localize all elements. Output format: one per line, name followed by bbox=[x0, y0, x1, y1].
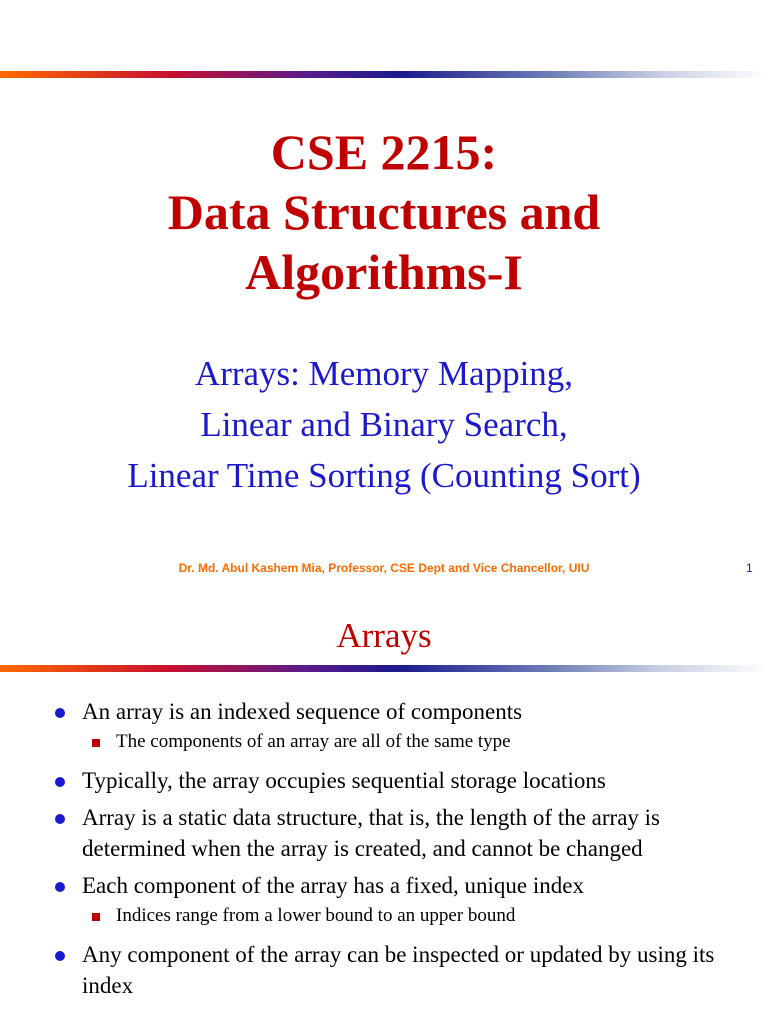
sub-bullet-item bbox=[0, 903, 768, 929]
bullet-item bbox=[0, 696, 768, 727]
title-line: Data Structures and bbox=[167, 184, 601, 240]
page-number: 1 bbox=[746, 561, 753, 575]
slide2-gradient-divider bbox=[0, 665, 768, 672]
bullet-item bbox=[0, 939, 768, 1001]
bullet-text: Each component of the array has a fixed, unique index bbox=[82, 873, 584, 898]
bullet-list bbox=[0, 696, 768, 1007]
bullet-text: Array is a static data structure, that is, the length of the array is determined when the array is created, and cannot be changed bbox=[82, 805, 660, 861]
slide-footer: Dr. Md. Abul Kashem Mia, Professor, CSE Dept and Vice Chancellor, UIU bbox=[178, 561, 590, 575]
bullet-text: Typically, the array occupies sequential storage locations bbox=[82, 768, 606, 793]
bullet-dot-icon bbox=[55, 882, 65, 892]
bullet-text: Any component of the array can be inspected or updated by using its index bbox=[82, 942, 715, 998]
slide-subtitle bbox=[0, 348, 768, 501]
sub-bullet-text: Indices range from a lower bound to an upper bound bbox=[116, 905, 516, 926]
title-line: CSE 2215: bbox=[270, 124, 498, 180]
bullet-item bbox=[0, 765, 768, 796]
bullet-item bbox=[0, 802, 768, 864]
sub-bullet-text: The components of an array are all of the same type bbox=[116, 731, 511, 752]
subtitle-line: Linear and Binary Search, bbox=[200, 405, 568, 444]
sub-bullet-item bbox=[0, 729, 768, 755]
slide-title bbox=[0, 122, 768, 302]
bullet-text: An array is an indexed sequence of components bbox=[82, 699, 523, 724]
bullet-dot-icon bbox=[55, 951, 65, 961]
bullet-dot-icon bbox=[55, 814, 65, 824]
subtitle-line: Arrays: Memory Mapping, bbox=[194, 354, 574, 393]
slide2-title: Arrays bbox=[336, 616, 432, 655]
bullet-dot-icon bbox=[55, 777, 65, 787]
bullet-dot-icon bbox=[55, 708, 65, 718]
title-line: Algorithms-I bbox=[245, 244, 523, 300]
bullet-item bbox=[0, 870, 768, 901]
subtitle-line: Linear Time Sorting (Counting Sort) bbox=[127, 456, 641, 495]
sub-bullet-square-icon bbox=[92, 913, 100, 921]
sub-bullet-square-icon bbox=[92, 739, 100, 747]
top-gradient-divider bbox=[0, 71, 768, 78]
